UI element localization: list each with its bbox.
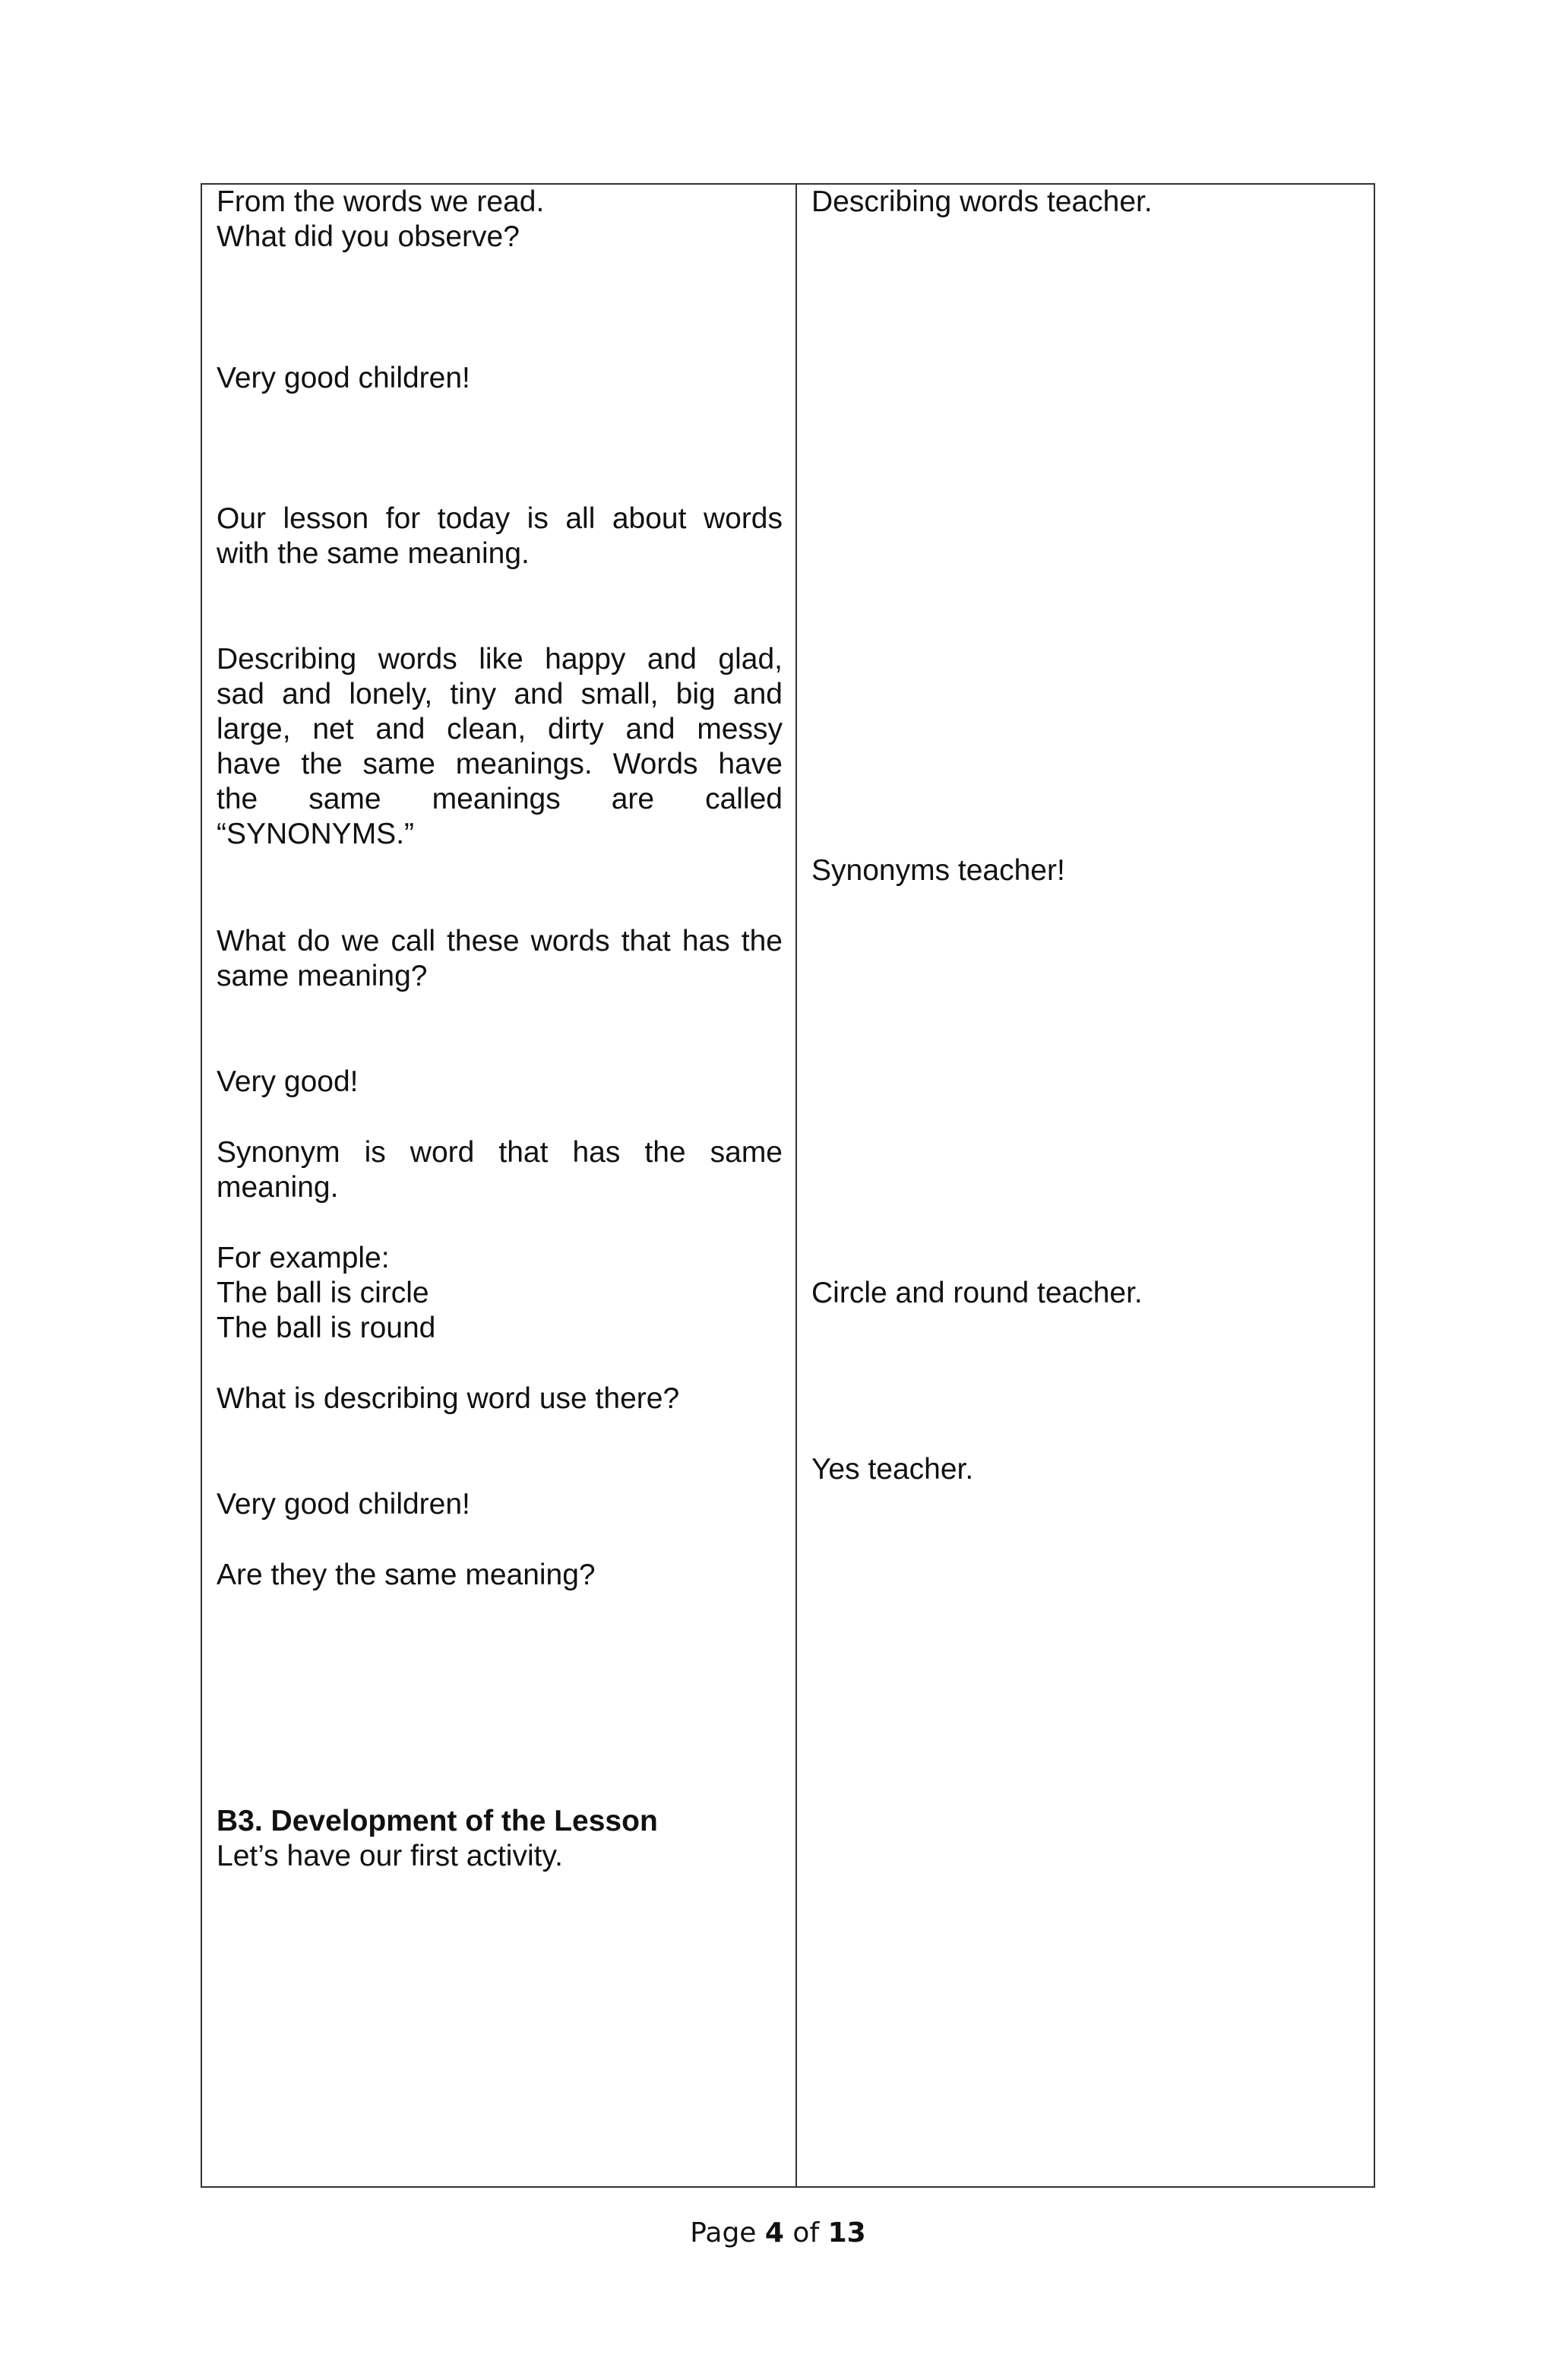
response-circle-round: Circle and round teacher. xyxy=(811,1277,1143,1309)
text-line: have the same meanings. Words have xyxy=(217,748,783,780)
of-label: of xyxy=(792,2217,820,2249)
text-line: with the same meaning. xyxy=(217,537,530,570)
response-yes: Yes teacher. xyxy=(811,1453,974,1486)
text-line: meaning. xyxy=(217,1171,339,1204)
page-label: Page xyxy=(690,2217,757,2249)
text-line: the same meanings are called xyxy=(217,783,783,815)
current-page-number: 4 xyxy=(764,2217,784,2249)
text-block-example xyxy=(217,1241,435,1346)
text-line: “SYNONYMS.” xyxy=(217,818,415,850)
section-heading: B3. Development of the Lesson xyxy=(217,1805,658,1837)
text-block-lesson-topic xyxy=(217,502,783,571)
text-line: For example: xyxy=(217,1242,390,1274)
text-line: From the words we read. xyxy=(217,185,545,218)
text-block-same-meaning-question: Are they the same meaning? xyxy=(217,1559,596,1591)
response-describing-words: Describing words teacher. xyxy=(811,185,1153,218)
lesson-table xyxy=(201,183,1375,2188)
text-line: large, net and clean, dirty and messy xyxy=(217,713,783,745)
text-block-describing-question: What is describing word use there? xyxy=(217,1382,680,1415)
text-block-very-good: Very good! xyxy=(217,1065,359,1098)
text-line: The ball is round xyxy=(217,1312,436,1344)
pupil-activity-column xyxy=(797,185,1374,2186)
total-page-count: 13 xyxy=(827,2217,866,2249)
text-block-describing-words xyxy=(217,642,783,852)
page-number-footer xyxy=(0,2216,1556,2251)
text-line: same meaning? xyxy=(217,960,428,992)
text-line: Describing words like happy and glad, xyxy=(217,643,783,676)
text-block-synonym-definition xyxy=(217,1135,783,1205)
text-block-intro xyxy=(217,185,544,255)
response-synonyms: Synonyms teacher! xyxy=(811,854,1065,887)
text-line: sad and lonely, tiny and small, big and xyxy=(217,678,783,711)
teacher-activity-column xyxy=(202,185,797,2186)
text-block-praise-2: Very good children! xyxy=(217,1488,470,1521)
text-block-praise: Very good children! xyxy=(217,362,470,394)
text-line: What did you observe? xyxy=(217,220,520,253)
text-line: What do we call these words that has the xyxy=(217,925,783,957)
text-line: The ball is circle xyxy=(217,1277,429,1309)
text-block-question-synonyms xyxy=(217,924,783,994)
text-block-first-activity: Let’s have our first activity. xyxy=(217,1840,563,1872)
text-line: Our lesson for today is all about words xyxy=(217,502,783,535)
text-line: Synonym is word that has the same xyxy=(217,1136,783,1169)
